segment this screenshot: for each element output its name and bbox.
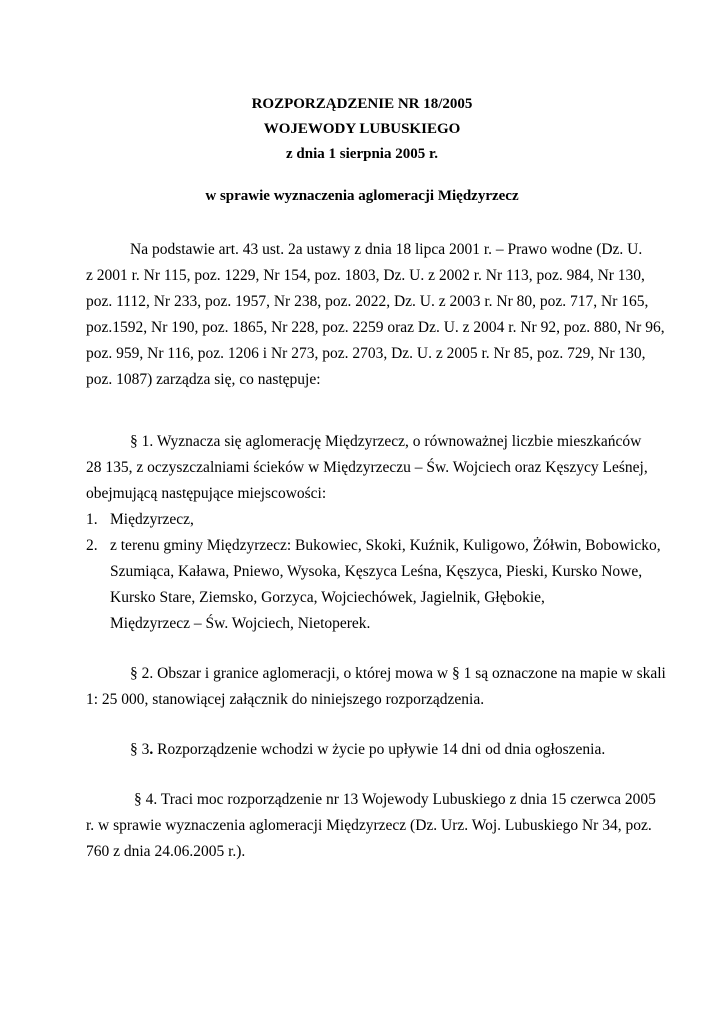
section-1	[86, 429, 661, 637]
section-3-dot: .	[149, 741, 154, 758]
section-3	[86, 737, 638, 763]
list-item-line: z terenu gminy Międzyrzecz: Bukowiec, Skoki, Kuźnik, Kuligowo, Żółwin, Bobowicko,	[110, 537, 661, 554]
preamble	[86, 237, 665, 393]
document-body	[86, 92, 666, 865]
list-item	[86, 533, 661, 637]
section-2	[86, 661, 666, 713]
list-item-number: 2.	[86, 537, 98, 554]
list-item	[86, 507, 638, 533]
section-3-line	[86, 737, 638, 763]
list-item-line: Szumiąca, Kaława, Pniewo, Wysoka, Kęszyca Leśna, Kęszyca, Pieski, Kursko Nowe,	[110, 563, 643, 580]
section-4	[86, 787, 656, 865]
section-4-line: r. w sprawie wyznaczenia aglomeracji Międzyrzecz (Dz. Urz. Woj. Lubuskiego Nr 34, poz.	[86, 817, 652, 834]
preamble-line: poz. 959, Nr 116, poz. 1206 i Nr 273, poz. 2703, Dz. U. z 2005 r. Nr 85, poz. 729, Nr 130,	[86, 345, 646, 362]
section-3-text: Rozporządzenie wchodzi w życie po upływie 14 dni od dnia ogłoszenia.	[153, 741, 606, 758]
section-1-line: § 1. Wyznacza się aglomerację Międzyrzecz, o równoważnej liczbie mieszkańców	[130, 433, 642, 450]
regulation-subject: w sprawie wyznaczenia aglomeracji Międzyrzecz	[205, 188, 519, 204]
section-2-line: § 2. Obszar i granice aglomeracji, o której mowa w § 1 są oznaczone na mapie w skali	[130, 665, 666, 682]
regulation-date: z dnia 1 sierpnia 2005 r.	[286, 146, 438, 162]
preamble-line: Na podstawie art. 43 ust. 2a ustawy z dnia 18 lipca 2001 r. – Prawo wodne (Dz. U.	[130, 241, 643, 258]
section-4-line: § 4. Traci moc rozporządzenie nr 13 Wojewody Lubuskiego z dnia 15 czerwca 2005	[134, 791, 656, 808]
preamble-line: poz. 1112, Nr 233, poz. 1957, Nr 238, poz. 2022, Dz. U. z 2003 r. Nr 80, poz. 717, Nr 165,	[86, 293, 649, 310]
section-4-line: 760 z dnia 24.06.2005 r.).	[86, 843, 246, 860]
preamble-line: poz.1592, Nr 190, poz. 1865, Nr 228, poz. 2259 oraz Dz. U. z 2004 r. Nr 92, poz. 880, Nr 96,	[86, 319, 665, 336]
regulation-issuer: WOJEWODY LUBUSKIEGO	[263, 121, 461, 137]
section-2-line: 1: 25 000, stanowiącej załącznik do niniejszego rozporządzenia.	[86, 691, 485, 708]
locality-list	[86, 507, 661, 637]
section-1-line: 28 135, z oczyszczalniami ścieków w Międzyrzeczu – Św. Wojciech oraz Kęszycy Leśnej,	[86, 459, 648, 476]
section-3-symbol: § 3	[130, 741, 150, 758]
preamble-line: z 2001 r. Nr 115, poz. 1229, Nr 154, poz. 1803, Dz. U. z 2002 r. Nr 113, poz. 984, Nr 130,	[86, 267, 645, 284]
regulation-title: ROZPORZĄDZENIE NR 18/2005	[251, 96, 473, 112]
list-item-line: Kursko Stare, Ziemsko, Gorzyca, Wojciechówek, Jagielnik, Głębokie,	[110, 589, 545, 606]
list-item-line: Międzyrzecz – Św. Wojciech, Nietoperek.	[110, 615, 371, 632]
preamble-line: poz. 1087) zarządza się, co następuje:	[86, 371, 321, 388]
section-1-line: obejmującą następujące miejscowości:	[86, 485, 327, 502]
list-item-number: 1.	[86, 511, 98, 528]
list-item-line: Międzyrzecz,	[110, 511, 194, 528]
